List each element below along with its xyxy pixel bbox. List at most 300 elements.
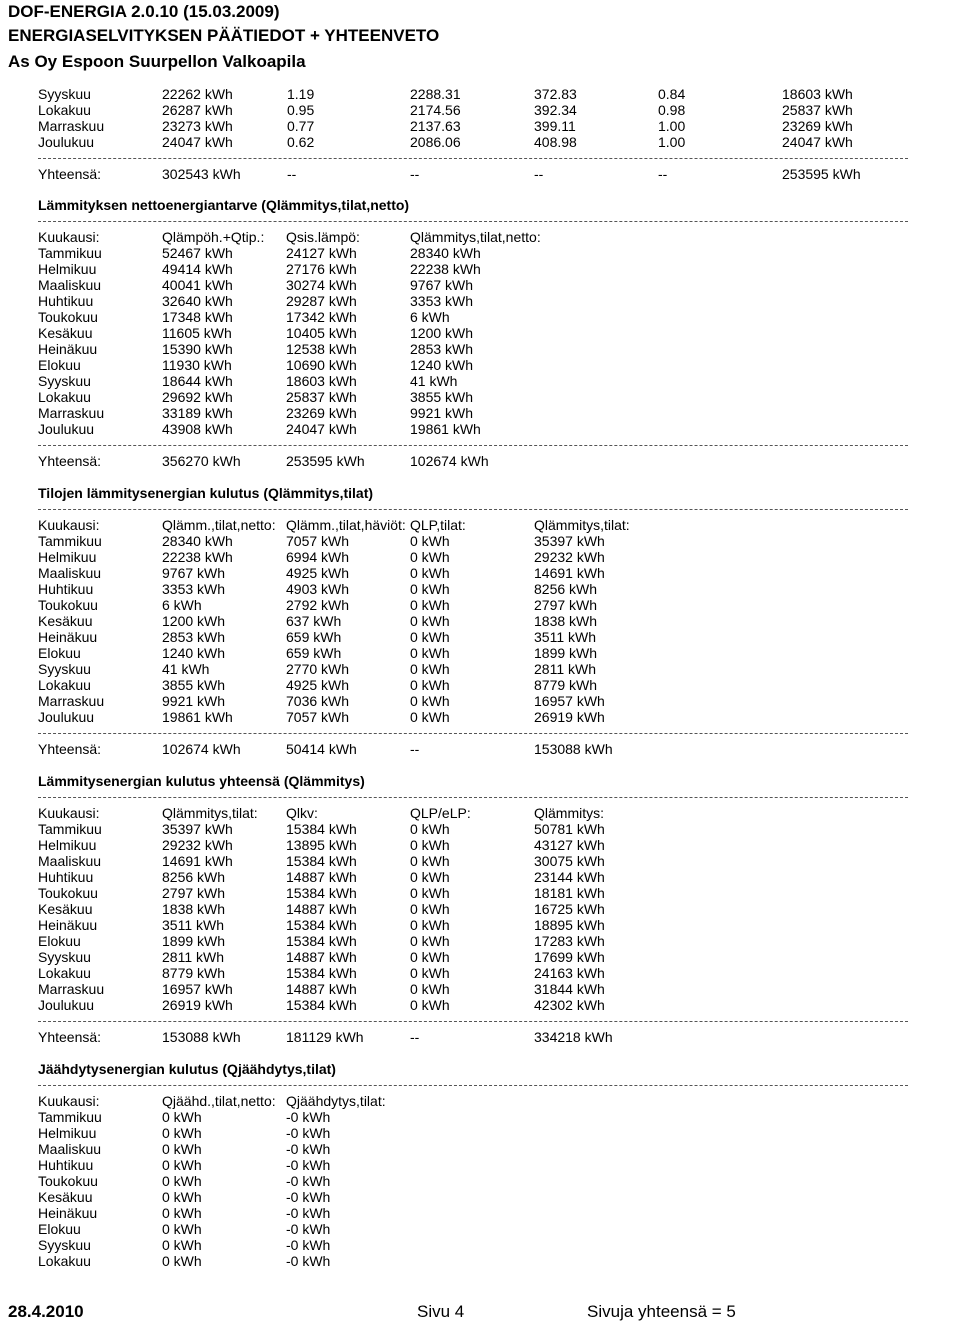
- table-cell: 42302 kWh: [534, 997, 605, 1013]
- table-row: [38, 293, 918, 309]
- table-cell: 18644 kWh: [162, 373, 233, 389]
- table-cell: 637 kWh: [286, 613, 342, 629]
- table-cell: Qlämmitys,tilat:: [162, 805, 258, 821]
- table-cell: 0 kWh: [162, 1157, 202, 1173]
- table-cell: 32640 kWh: [162, 293, 233, 309]
- table-cell: 14887 kWh: [286, 949, 357, 965]
- table-row: [38, 405, 918, 421]
- table-cell: 0 kWh: [410, 597, 450, 613]
- table-cell: Lokakuu: [38, 389, 91, 405]
- table-cell: 0 kWh: [410, 629, 450, 645]
- table-cell: Syyskuu: [38, 86, 91, 102]
- table-cell: 35397 kWh: [162, 821, 233, 837]
- table-cell: 302543 kWh: [162, 166, 241, 182]
- table-cell: Heinäkuu: [38, 341, 98, 357]
- table-cell: Heinäkuu: [38, 1205, 98, 1221]
- table-cell: 153088 kWh: [534, 741, 613, 757]
- table-cell: 6994 kWh: [286, 549, 350, 565]
- table-cell: 3353 kWh: [410, 293, 474, 309]
- table-row: [38, 709, 918, 725]
- table-row: [38, 981, 918, 997]
- table-cell: 0 kWh: [410, 661, 450, 677]
- table-cell: 23269 kWh: [286, 405, 357, 421]
- table-row: [38, 821, 918, 837]
- table-row: [38, 661, 918, 677]
- table-row: [38, 1141, 918, 1157]
- table-cell: Qlämmitys,tilat:: [534, 517, 630, 533]
- table-row: [38, 933, 918, 949]
- table-row: [38, 134, 918, 150]
- table-cell: 0 kWh: [410, 949, 450, 965]
- table-cell: 9921 kWh: [410, 405, 474, 421]
- divider: [38, 509, 908, 510]
- table-cell: 0.84: [658, 86, 686, 102]
- table-cell: 11930 kWh: [162, 357, 232, 373]
- table-cell: 0 kWh: [162, 1237, 202, 1253]
- table-cell: 0.95: [287, 102, 315, 118]
- table-cell: 24047 kWh: [782, 134, 853, 150]
- table-cell: Joulukuu: [38, 421, 95, 437]
- table-cell: 2174.56: [410, 102, 461, 118]
- table-cell: Kesäkuu: [38, 1189, 93, 1205]
- table-cell: Huhtikuu: [38, 1157, 94, 1173]
- table-cell: 6 kWh: [162, 597, 202, 613]
- table-row: [38, 421, 918, 437]
- section-title: Tilojen lämmitysenergian kulutus (Qlämmitys,tilat): [38, 485, 374, 501]
- table-cell: 0 kWh: [410, 997, 450, 1013]
- table-cell: Toukokuu: [38, 1173, 98, 1189]
- table-cell: 9921 kWh: [162, 693, 226, 709]
- table-cell: Maaliskuu: [38, 1141, 102, 1157]
- table-row: [38, 1109, 918, 1125]
- table-cell: Kuukausi:: [38, 229, 100, 245]
- table-cell: 16957 kWh: [162, 981, 233, 997]
- table-cell: Tammikuu: [38, 1109, 102, 1125]
- table-cell: Lokakuu: [38, 102, 91, 118]
- table-cell: --: [287, 166, 297, 182]
- table-cell: 15384 kWh: [286, 917, 357, 933]
- table-cell: Lokakuu: [38, 965, 91, 981]
- table-cell: 2811 kWh: [534, 661, 596, 677]
- table-cell: 52467 kWh: [162, 245, 233, 261]
- table-row: [38, 629, 918, 645]
- table-cell: 0 kWh: [410, 933, 450, 949]
- table-cell: Kuukausi:: [38, 805, 100, 821]
- table-cell: -0 kWh: [286, 1141, 331, 1157]
- table-cell: 17342 kWh: [286, 309, 357, 325]
- table-cell: 0 kWh: [410, 645, 450, 661]
- table-cell: 253595 kWh: [286, 453, 365, 469]
- table-cell: Elokuu: [38, 645, 81, 661]
- table-header-row: [38, 805, 918, 821]
- section-title: Lämmitysenergian kulutus yhteensä (Qlämmitys): [38, 773, 365, 789]
- table-cell: 10405 kWh: [286, 325, 357, 341]
- table-cell: 24163 kWh: [534, 965, 605, 981]
- table-cell: -0 kWh: [286, 1189, 331, 1205]
- table-cell: 3353 kWh: [162, 581, 226, 597]
- table-cell: 253595 kWh: [782, 166, 861, 182]
- table-cell: 0 kWh: [410, 981, 450, 997]
- table-cell: -0 kWh: [286, 1253, 331, 1269]
- table-cell: 6 kWh: [410, 309, 450, 325]
- table-cell: Marraskuu: [38, 693, 105, 709]
- table-cell: -0 kWh: [286, 1109, 331, 1125]
- table-cell: 0 kWh: [162, 1141, 202, 1157]
- table-cell: 18181 kWh: [534, 885, 605, 901]
- table-cell: 16957 kWh: [534, 693, 605, 709]
- table-cell: Syyskuu: [38, 1237, 91, 1253]
- table-total-row: [38, 741, 918, 757]
- table-row: [38, 597, 918, 613]
- table-cell: 24047 kWh: [286, 421, 357, 437]
- table-cell: --: [410, 1029, 420, 1045]
- table-cell: 24047 kWh: [162, 134, 233, 150]
- table-cell: 1.19: [287, 86, 315, 102]
- table-row: [38, 837, 918, 853]
- table-cell: 41 kWh: [162, 661, 210, 677]
- table-cell: 0 kWh: [410, 965, 450, 981]
- header-app-version: DOF-ENERGIA 2.0.10 (15.03.2009): [8, 2, 280, 21]
- table-cell: 659 kWh: [286, 629, 342, 645]
- table-cell: 2792 kWh: [286, 597, 350, 613]
- table-cell: 29232 kWh: [162, 837, 233, 853]
- table-cell: 1899 kWh: [162, 933, 226, 949]
- table-cell: Huhtikuu: [38, 293, 94, 309]
- table-cell: 15384 kWh: [286, 965, 357, 981]
- table-cell: 40041 kWh: [162, 277, 233, 293]
- divider: [38, 733, 908, 734]
- table-cell: 3855 kWh: [162, 677, 226, 693]
- table-cell: 181129 kWh: [286, 1029, 364, 1045]
- table-cell: 22238 kWh: [410, 261, 481, 277]
- footer-total-pages: Sivuja yhteensä = 5: [587, 1302, 736, 1321]
- table-cell: Heinäkuu: [38, 629, 98, 645]
- table-cell: QLP/eLP:: [410, 805, 471, 821]
- table-row: [38, 1157, 918, 1173]
- table-cell: 0 kWh: [162, 1173, 202, 1189]
- table-cell: Yhteensä:: [38, 453, 102, 469]
- table-cell: 334218 kWh: [534, 1029, 613, 1045]
- table-row: [38, 917, 918, 933]
- table-cell: 1200 kWh: [410, 325, 474, 341]
- table-cell: 15384 kWh: [286, 885, 357, 901]
- table-cell: 2853 kWh: [410, 341, 474, 357]
- table-total-row: [38, 166, 918, 182]
- table-cell: 27176 kWh: [286, 261, 357, 277]
- table-cell: Syyskuu: [38, 661, 91, 677]
- table-cell: 0 kWh: [410, 677, 450, 693]
- table-cell: 0 kWh: [410, 821, 450, 837]
- table-cell: 1.00: [658, 134, 686, 150]
- table-row: [38, 309, 918, 325]
- table-cell: 7057 kWh: [286, 533, 350, 549]
- table-cell: -0 kWh: [286, 1173, 331, 1189]
- table-cell: 43908 kWh: [162, 421, 233, 437]
- table-cell: Syyskuu: [38, 949, 91, 965]
- table-cell: 0 kWh: [410, 853, 450, 869]
- table-cell: 19861 kWh: [410, 421, 481, 437]
- table-cell: 8256 kWh: [534, 581, 598, 597]
- table-cell: Maaliskuu: [38, 277, 102, 293]
- table-cell: 28340 kWh: [410, 245, 481, 261]
- table-cell: 0 kWh: [410, 709, 450, 725]
- table-cell: Qjäähdytys,tilat:: [286, 1093, 386, 1109]
- table-cell: 392.34: [534, 102, 577, 118]
- table-cell: Yhteensä:: [38, 741, 102, 757]
- section-title: Lämmityksen nettoenergiantarve (Qlämmitys,tilat,netto): [38, 197, 410, 213]
- table-cell: Heinäkuu: [38, 917, 98, 933]
- table-cell: 2797 kWh: [162, 885, 226, 901]
- table-cell: 31844 kWh: [534, 981, 605, 997]
- table-cell: 399.11: [534, 118, 576, 134]
- table-row: [38, 565, 918, 581]
- table-cell: Helmikuu: [38, 261, 97, 277]
- table-cell: Toukokuu: [38, 597, 98, 613]
- table-cell: Kesäkuu: [38, 901, 93, 917]
- table-cell: Kesäkuu: [38, 613, 93, 629]
- table-cell: 2288.31: [410, 86, 461, 102]
- table-cell: 7057 kWh: [286, 709, 350, 725]
- divider: [38, 445, 908, 446]
- table-cell: 0 kWh: [410, 613, 450, 629]
- table-cell: 0.98: [658, 102, 686, 118]
- divider: [38, 1085, 908, 1086]
- table-row: [38, 613, 918, 629]
- table-header-row: [38, 517, 918, 533]
- table-cell: Qjäähd.,tilat,netto:: [162, 1093, 276, 1109]
- table-row: [38, 997, 918, 1013]
- table-cell: 8779 kWh: [534, 677, 598, 693]
- table-cell: 372.83: [534, 86, 577, 102]
- table-row: [38, 869, 918, 885]
- table-cell: 30274 kWh: [286, 277, 357, 293]
- table-total-row: [38, 1029, 918, 1045]
- table-cell: 1240 kWh: [410, 357, 474, 373]
- table-cell: 0 kWh: [410, 581, 450, 597]
- table-cell: 26287 kWh: [162, 102, 233, 118]
- table-cell: 3511 kWh: [534, 629, 596, 645]
- table-cell: 0 kWh: [410, 901, 450, 917]
- table-cell: Elokuu: [38, 1221, 81, 1237]
- table-cell: 22238 kWh: [162, 549, 233, 565]
- table-cell: 4925 kWh: [286, 565, 350, 581]
- table-cell: 23144 kWh: [534, 869, 605, 885]
- table-cell: 0 kWh: [410, 885, 450, 901]
- table-cell: 11605 kWh: [162, 325, 232, 341]
- table-header-row: [38, 229, 918, 245]
- table-cell: Elokuu: [38, 357, 81, 373]
- table-cell: 13895 kWh: [286, 837, 357, 853]
- table-cell: Lokakuu: [38, 1253, 91, 1269]
- table-cell: Helmikuu: [38, 837, 97, 853]
- table-row: [38, 102, 918, 118]
- table-cell: 0 kWh: [410, 869, 450, 885]
- table-cell: Kuukausi:: [38, 1093, 100, 1109]
- table-cell: 18895 kWh: [534, 917, 605, 933]
- table-cell: 3855 kWh: [410, 389, 474, 405]
- table-cell: 43127 kWh: [534, 837, 605, 853]
- table-cell: 41 kWh: [410, 373, 458, 389]
- table-cell: Huhtikuu: [38, 581, 94, 597]
- table-cell: 19861 kWh: [162, 709, 233, 725]
- table-cell: 35397 kWh: [534, 533, 605, 549]
- header-report-title: ENERGIASELVITYKSEN PÄÄTIEDOT + YHTEENVETO: [8, 26, 440, 45]
- table-row: [38, 86, 918, 102]
- table-cell: 1899 kWh: [534, 645, 598, 661]
- table-cell: Qlämmitys,tilat,netto:: [410, 229, 541, 245]
- table-row: [38, 853, 918, 869]
- table-cell: 18603 kWh: [782, 86, 853, 102]
- table-cell: Syyskuu: [38, 373, 91, 389]
- table-row: [38, 373, 918, 389]
- divider: [38, 1021, 908, 1022]
- table-cell: Qlämmitys:: [534, 805, 604, 821]
- table-cell: 29287 kWh: [286, 293, 357, 309]
- table-cell: Kuukausi:: [38, 517, 100, 533]
- table-cell: 22262 kWh: [162, 86, 233, 102]
- table-cell: Tammikuu: [38, 245, 102, 261]
- table-cell: 8256 kWh: [162, 869, 226, 885]
- table-cell: 9767 kWh: [410, 277, 474, 293]
- table-cell: 29692 kWh: [162, 389, 233, 405]
- table-cell: 2797 kWh: [534, 597, 598, 613]
- table-cell: Joulukuu: [38, 709, 95, 725]
- table-cell: Qlämm.,tilat,häviöt:: [286, 517, 406, 533]
- table-cell: 10690 kWh: [286, 357, 357, 373]
- table-cell: 659 kWh: [286, 645, 342, 661]
- table-cell: 408.98: [534, 134, 577, 150]
- table-cell: 4903 kWh: [286, 581, 350, 597]
- table-cell: Helmikuu: [38, 1125, 97, 1141]
- table-cell: 0 kWh: [410, 533, 450, 549]
- table-cell: 0.62: [287, 134, 315, 150]
- divider: [38, 797, 908, 798]
- table-row: [38, 581, 918, 597]
- table-row: [38, 949, 918, 965]
- table-cell: Toukokuu: [38, 885, 98, 901]
- table-cell: 9767 kWh: [162, 565, 226, 581]
- table-cell: Lokakuu: [38, 677, 91, 693]
- table-row: [38, 1221, 918, 1237]
- table-cell: Qlämm.,tilat,netto:: [162, 517, 276, 533]
- table-cell: 0 kWh: [410, 693, 450, 709]
- divider: [38, 221, 908, 222]
- table-cell: -0 kWh: [286, 1205, 331, 1221]
- table-cell: 0 kWh: [162, 1221, 202, 1237]
- table-cell: -0 kWh: [286, 1125, 331, 1141]
- divider: [38, 158, 908, 159]
- table-cell: 102674 kWh: [410, 453, 489, 469]
- table-cell: 26919 kWh: [162, 997, 233, 1013]
- table-cell: Tammikuu: [38, 821, 102, 837]
- table-cell: 0 kWh: [162, 1253, 202, 1269]
- table-cell: 4925 kWh: [286, 677, 350, 693]
- table-row: [38, 549, 918, 565]
- header-building-name: As Oy Espoon Suurpellon Valkoapila: [8, 52, 306, 71]
- table-cell: 17348 kWh: [162, 309, 233, 325]
- table-cell: Helmikuu: [38, 549, 97, 565]
- table-row: [38, 965, 918, 981]
- table-cell: Elokuu: [38, 933, 81, 949]
- table-row: [38, 1189, 918, 1205]
- table-cell: 29232 kWh: [534, 549, 605, 565]
- table-cell: 28340 kWh: [162, 533, 233, 549]
- table-total-row: [38, 453, 918, 469]
- table-cell: 25837 kWh: [782, 102, 853, 118]
- table-row: [38, 645, 918, 661]
- table-row: [38, 325, 918, 341]
- table-cell: -0 kWh: [286, 1157, 331, 1173]
- table-cell: 356270 kWh: [162, 453, 241, 469]
- table-cell: 14691 kWh: [162, 853, 233, 869]
- table-cell: 24127 kWh: [286, 245, 357, 261]
- table-row: [38, 1205, 918, 1221]
- footer-date: 28.4.2010: [8, 1302, 84, 1321]
- table-cell: 0 kWh: [162, 1109, 202, 1125]
- table-cell: 2086.06: [410, 134, 461, 150]
- table-cell: 50414 kWh: [286, 741, 357, 757]
- table-cell: 1240 kWh: [162, 645, 226, 661]
- table-cell: QLP,tilat:: [410, 517, 466, 533]
- table-cell: -0 kWh: [286, 1237, 331, 1253]
- table-cell: 15384 kWh: [286, 997, 357, 1013]
- table-cell: --: [410, 166, 420, 182]
- table-cell: 18603 kWh: [286, 373, 357, 389]
- table-cell: 0 kWh: [162, 1205, 202, 1221]
- table-cell: 1838 kWh: [534, 613, 598, 629]
- table-cell: 2770 kWh: [286, 661, 350, 677]
- table-cell: 0 kWh: [410, 837, 450, 853]
- table-row: [38, 277, 918, 293]
- table-cell: 15384 kWh: [286, 853, 357, 869]
- table-cell: 12538 kWh: [286, 341, 357, 357]
- table-cell: 1838 kWh: [162, 901, 226, 917]
- table-cell: 14887 kWh: [286, 869, 357, 885]
- table-cell: 50781 kWh: [534, 821, 605, 837]
- table-cell: Qlkv:: [286, 805, 318, 821]
- table-cell: Joulukuu: [38, 134, 95, 150]
- table-cell: --: [534, 166, 544, 182]
- table-row: [38, 245, 918, 261]
- table-cell: 0 kWh: [410, 917, 450, 933]
- table-cell: Yhteensä:: [38, 166, 102, 182]
- table-cell: 8779 kWh: [162, 965, 226, 981]
- table-cell: 1200 kWh: [162, 613, 226, 629]
- table-cell: 3511 kWh: [162, 917, 224, 933]
- table-cell: 23269 kWh: [782, 118, 853, 134]
- table-cell: 7036 kWh: [286, 693, 350, 709]
- table-row: [38, 341, 918, 357]
- footer-page-number: Sivu 4: [417, 1302, 465, 1321]
- table-cell: Qlämpöh.+Qtip.:: [162, 229, 265, 245]
- table-cell: Maaliskuu: [38, 853, 102, 869]
- table-cell: 0 kWh: [162, 1125, 202, 1141]
- table-header-row: [38, 1093, 918, 1109]
- table-cell: 49414 kWh: [162, 261, 233, 277]
- table-cell: Marraskuu: [38, 405, 105, 421]
- table-cell: 17699 kWh: [534, 949, 605, 965]
- table-cell: 2137.63: [410, 118, 461, 134]
- table-cell: -0 kWh: [286, 1221, 331, 1237]
- table-row: [38, 118, 918, 134]
- table-cell: 153088 kWh: [162, 1029, 241, 1045]
- table-cell: 15390 kWh: [162, 341, 233, 357]
- table-row: [38, 1237, 918, 1253]
- table-cell: Kesäkuu: [38, 325, 93, 341]
- table-cell: 23273 kWh: [162, 118, 233, 134]
- table-cell: 30075 kWh: [534, 853, 605, 869]
- table-row: [38, 885, 918, 901]
